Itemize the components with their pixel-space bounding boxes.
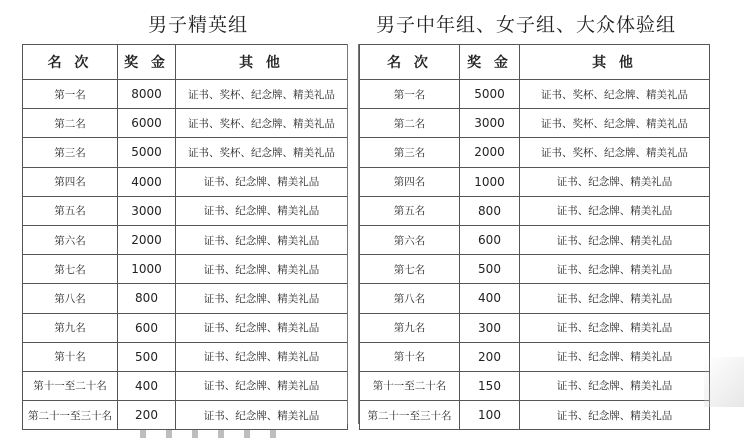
prize-cell: 500	[118, 342, 176, 371]
rank-cell: 第六名	[23, 225, 118, 254]
table-row	[360, 167, 710, 196]
other-cell: 证书、纪念牌、精美礼品	[176, 401, 348, 430]
right-table-title: 男子中年组、女子组、大众体验组	[376, 14, 677, 36]
other-cell: 证书、纪念牌、精美礼品	[520, 196, 710, 225]
rank-header: 名 次	[360, 45, 460, 80]
table-row	[360, 225, 710, 254]
other-cell: 证书、奖杯、纪念牌、精美礼品	[176, 109, 348, 138]
other-cell: 证书、纪念牌、精美礼品	[520, 167, 710, 196]
other-cell: 证书、纪念牌、精美礼品	[176, 342, 348, 371]
prize-cell: 200	[460, 342, 520, 371]
table-row	[23, 371, 348, 400]
header-row	[23, 45, 348, 80]
prize-cell: 100	[460, 401, 520, 430]
left-table-title: 男子精英组	[148, 14, 249, 36]
other-cell: 证书、奖杯、纪念牌、精美礼品	[520, 109, 710, 138]
prize-cell: 8000	[118, 80, 176, 109]
prize-cell: 5000	[118, 138, 176, 167]
other-cell: 证书、纪念牌、精美礼品	[176, 371, 348, 400]
prize-cell: 300	[460, 313, 520, 342]
rank-cell: 第十一至二十名	[360, 371, 460, 400]
other-header: 其 他	[176, 45, 348, 80]
rank-cell: 第九名	[23, 313, 118, 342]
rank-cell: 第十名	[360, 342, 460, 371]
table-row	[360, 255, 710, 284]
table-row	[23, 342, 348, 371]
other-cell: 证书、纪念牌、精美礼品	[176, 167, 348, 196]
other-cell: 证书、纪念牌、精美礼品	[520, 342, 710, 371]
prize-cell: 1000	[460, 167, 520, 196]
table-row	[23, 401, 348, 430]
other-cell: 证书、纪念牌、精美礼品	[176, 284, 348, 313]
table-row	[23, 167, 348, 196]
rank-cell: 第七名	[23, 255, 118, 284]
prize-cell: 200	[118, 401, 176, 430]
prize-cell: 600	[118, 313, 176, 342]
rank-cell: 第八名	[23, 284, 118, 313]
other-cell: 证书、奖杯、纪念牌、精美礼品	[176, 138, 348, 167]
other-cell: 证书、奖杯、纪念牌、精美礼品	[176, 80, 348, 109]
other-cell: 证书、纪念牌、精美礼品	[176, 196, 348, 225]
rank-cell: 第七名	[360, 255, 460, 284]
rank-cell: 第六名	[360, 225, 460, 254]
other-cell: 证书、纪念牌、精美礼品	[176, 255, 348, 284]
other-cell: 证书、纪念牌、精美礼品	[520, 225, 710, 254]
group-prize-table	[359, 44, 710, 430]
prize-cell: 400	[460, 284, 520, 313]
rank-cell: 第四名	[360, 167, 460, 196]
table-row	[23, 196, 348, 225]
table-divider	[347, 44, 359, 424]
table-row	[360, 80, 710, 109]
rank-cell: 第二十一至三十名	[23, 401, 118, 430]
other-cell: 证书、纪念牌、精美礼品	[520, 313, 710, 342]
prize-cell: 3000	[460, 109, 520, 138]
rank-cell: 第三名	[360, 138, 460, 167]
rank-cell: 第五名	[360, 196, 460, 225]
prize-cell: 5000	[460, 80, 520, 109]
table-row	[360, 342, 710, 371]
other-cell: 证书、纪念牌、精美礼品	[520, 401, 710, 430]
table-row	[360, 371, 710, 400]
prize-header: 奖 金	[460, 45, 520, 80]
table-row	[23, 109, 348, 138]
watermark-shade	[704, 357, 744, 407]
rank-cell: 第五名	[23, 196, 118, 225]
rank-cell: 第九名	[360, 313, 460, 342]
rank-cell: 第十名	[23, 342, 118, 371]
prize-cell: 150	[460, 371, 520, 400]
other-cell: 证书、纪念牌、精美礼品	[176, 225, 348, 254]
other-cell: 证书、纪念牌、精美礼品	[520, 255, 710, 284]
elite-prize-table	[22, 44, 348, 430]
prize-cell: 6000	[118, 109, 176, 138]
rank-cell: 第二名	[360, 109, 460, 138]
rank-cell: 第三名	[23, 138, 118, 167]
rank-cell: 第二名	[23, 109, 118, 138]
table-row	[23, 313, 348, 342]
prize-cell: 800	[118, 284, 176, 313]
prize-cell: 2000	[118, 225, 176, 254]
other-cell: 证书、纪念牌、精美礼品	[176, 313, 348, 342]
prize-cell: 3000	[118, 196, 176, 225]
table-row	[360, 196, 710, 225]
rank-cell: 第十一至二十名	[23, 371, 118, 400]
table-row	[360, 284, 710, 313]
prize-header: 奖 金	[118, 45, 176, 80]
prize-cell: 600	[460, 225, 520, 254]
table-row	[360, 313, 710, 342]
rank-cell: 第一名	[23, 80, 118, 109]
prize-cell: 800	[460, 196, 520, 225]
rank-cell: 第四名	[23, 167, 118, 196]
header-row	[360, 45, 710, 80]
table-row	[23, 255, 348, 284]
table-row	[360, 109, 710, 138]
other-cell: 证书、纪念牌、精美礼品	[520, 284, 710, 313]
prize-cell: 400	[118, 371, 176, 400]
table-row	[23, 225, 348, 254]
rank-cell: 第二十一至三十名	[360, 401, 460, 430]
table-row	[23, 80, 348, 109]
table-row	[360, 401, 710, 430]
rank-cell: 第一名	[360, 80, 460, 109]
rank-header: 名 次	[23, 45, 118, 80]
prize-cell: 1000	[118, 255, 176, 284]
prize-cell: 500	[460, 255, 520, 284]
other-cell: 证书、纪念牌、精美礼品	[520, 371, 710, 400]
prize-cell: 4000	[118, 167, 176, 196]
table-row	[23, 138, 348, 167]
other-cell: 证书、奖杯、纪念牌、精美礼品	[520, 80, 710, 109]
table-row	[23, 284, 348, 313]
other-cell: 证书、奖杯、纪念牌、精美礼品	[520, 138, 710, 167]
rank-cell: 第八名	[360, 284, 460, 313]
other-header: 其 他	[520, 45, 710, 80]
prize-cell: 2000	[460, 138, 520, 167]
table-row	[360, 138, 710, 167]
